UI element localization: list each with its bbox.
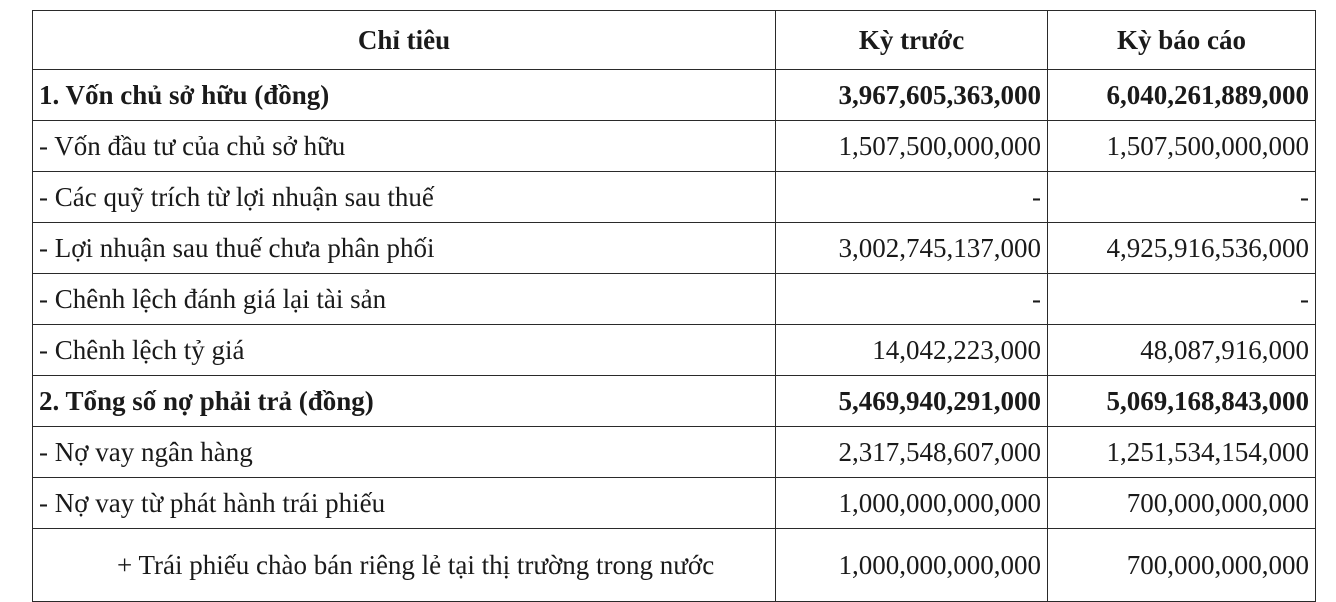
current-value: 6,040,261,889,000 xyxy=(1048,70,1316,121)
current-value: - xyxy=(1048,274,1316,325)
current-value: 700,000,000,000 xyxy=(1048,478,1316,529)
row-label: - Nợ vay từ phát hành trái phiếu xyxy=(33,478,776,529)
table-row xyxy=(33,529,1316,602)
row-label: 1. Vốn chủ sở hữu (đồng) xyxy=(33,70,776,121)
table-row xyxy=(33,274,1316,325)
prior-value: - xyxy=(776,172,1048,223)
prior-value: 1,000,000,000,000 xyxy=(776,529,1048,602)
header-indicator: Chỉ tiêu xyxy=(33,11,776,70)
table-row xyxy=(33,325,1316,376)
table-row xyxy=(33,70,1316,121)
table-row xyxy=(33,223,1316,274)
row-label: + Trái phiếu chào bán riêng lẻ tại thị trường trong nước xyxy=(33,529,776,602)
prior-value: 1,507,500,000,000 xyxy=(776,121,1048,172)
table-row xyxy=(33,376,1316,427)
prior-value: 1,000,000,000,000 xyxy=(776,478,1048,529)
row-label: 2. Tổng số nợ phải trả (đồng) xyxy=(33,376,776,427)
current-value: - xyxy=(1048,172,1316,223)
row-label: - Các quỹ trích từ lợi nhuận sau thuế xyxy=(33,172,776,223)
row-label: - Lợi nhuận sau thuế chưa phân phối xyxy=(33,223,776,274)
current-value: 700,000,000,000 xyxy=(1048,529,1316,602)
current-value: 1,507,500,000,000 xyxy=(1048,121,1316,172)
current-value: 1,251,534,154,000 xyxy=(1048,427,1316,478)
prior-value: 14,042,223,000 xyxy=(776,325,1048,376)
header-reporting-period: Kỳ báo cáo xyxy=(1048,11,1316,70)
table-row xyxy=(33,478,1316,529)
header-row xyxy=(33,11,1316,70)
current-value: 48,087,916,000 xyxy=(1048,325,1316,376)
row-label: - Nợ vay ngân hàng xyxy=(33,427,776,478)
prior-value: - xyxy=(776,274,1048,325)
prior-value: 2,317,548,607,000 xyxy=(776,427,1048,478)
current-value: 4,925,916,536,000 xyxy=(1048,223,1316,274)
prior-value: 3,002,745,137,000 xyxy=(776,223,1048,274)
prior-value: 5,469,940,291,000 xyxy=(776,376,1048,427)
row-label: - Vốn đầu tư của chủ sở hữu xyxy=(33,121,776,172)
financial-table xyxy=(32,10,1316,602)
table-row xyxy=(33,427,1316,478)
current-value: 5,069,168,843,000 xyxy=(1048,376,1316,427)
table-row xyxy=(33,121,1316,172)
row-label: - Chênh lệch tỷ giá xyxy=(33,325,776,376)
row-label: - Chênh lệch đánh giá lại tài sản xyxy=(33,274,776,325)
prior-value: 3,967,605,363,000 xyxy=(776,70,1048,121)
table-row xyxy=(33,172,1316,223)
header-prior-period: Kỳ trước xyxy=(776,11,1048,70)
